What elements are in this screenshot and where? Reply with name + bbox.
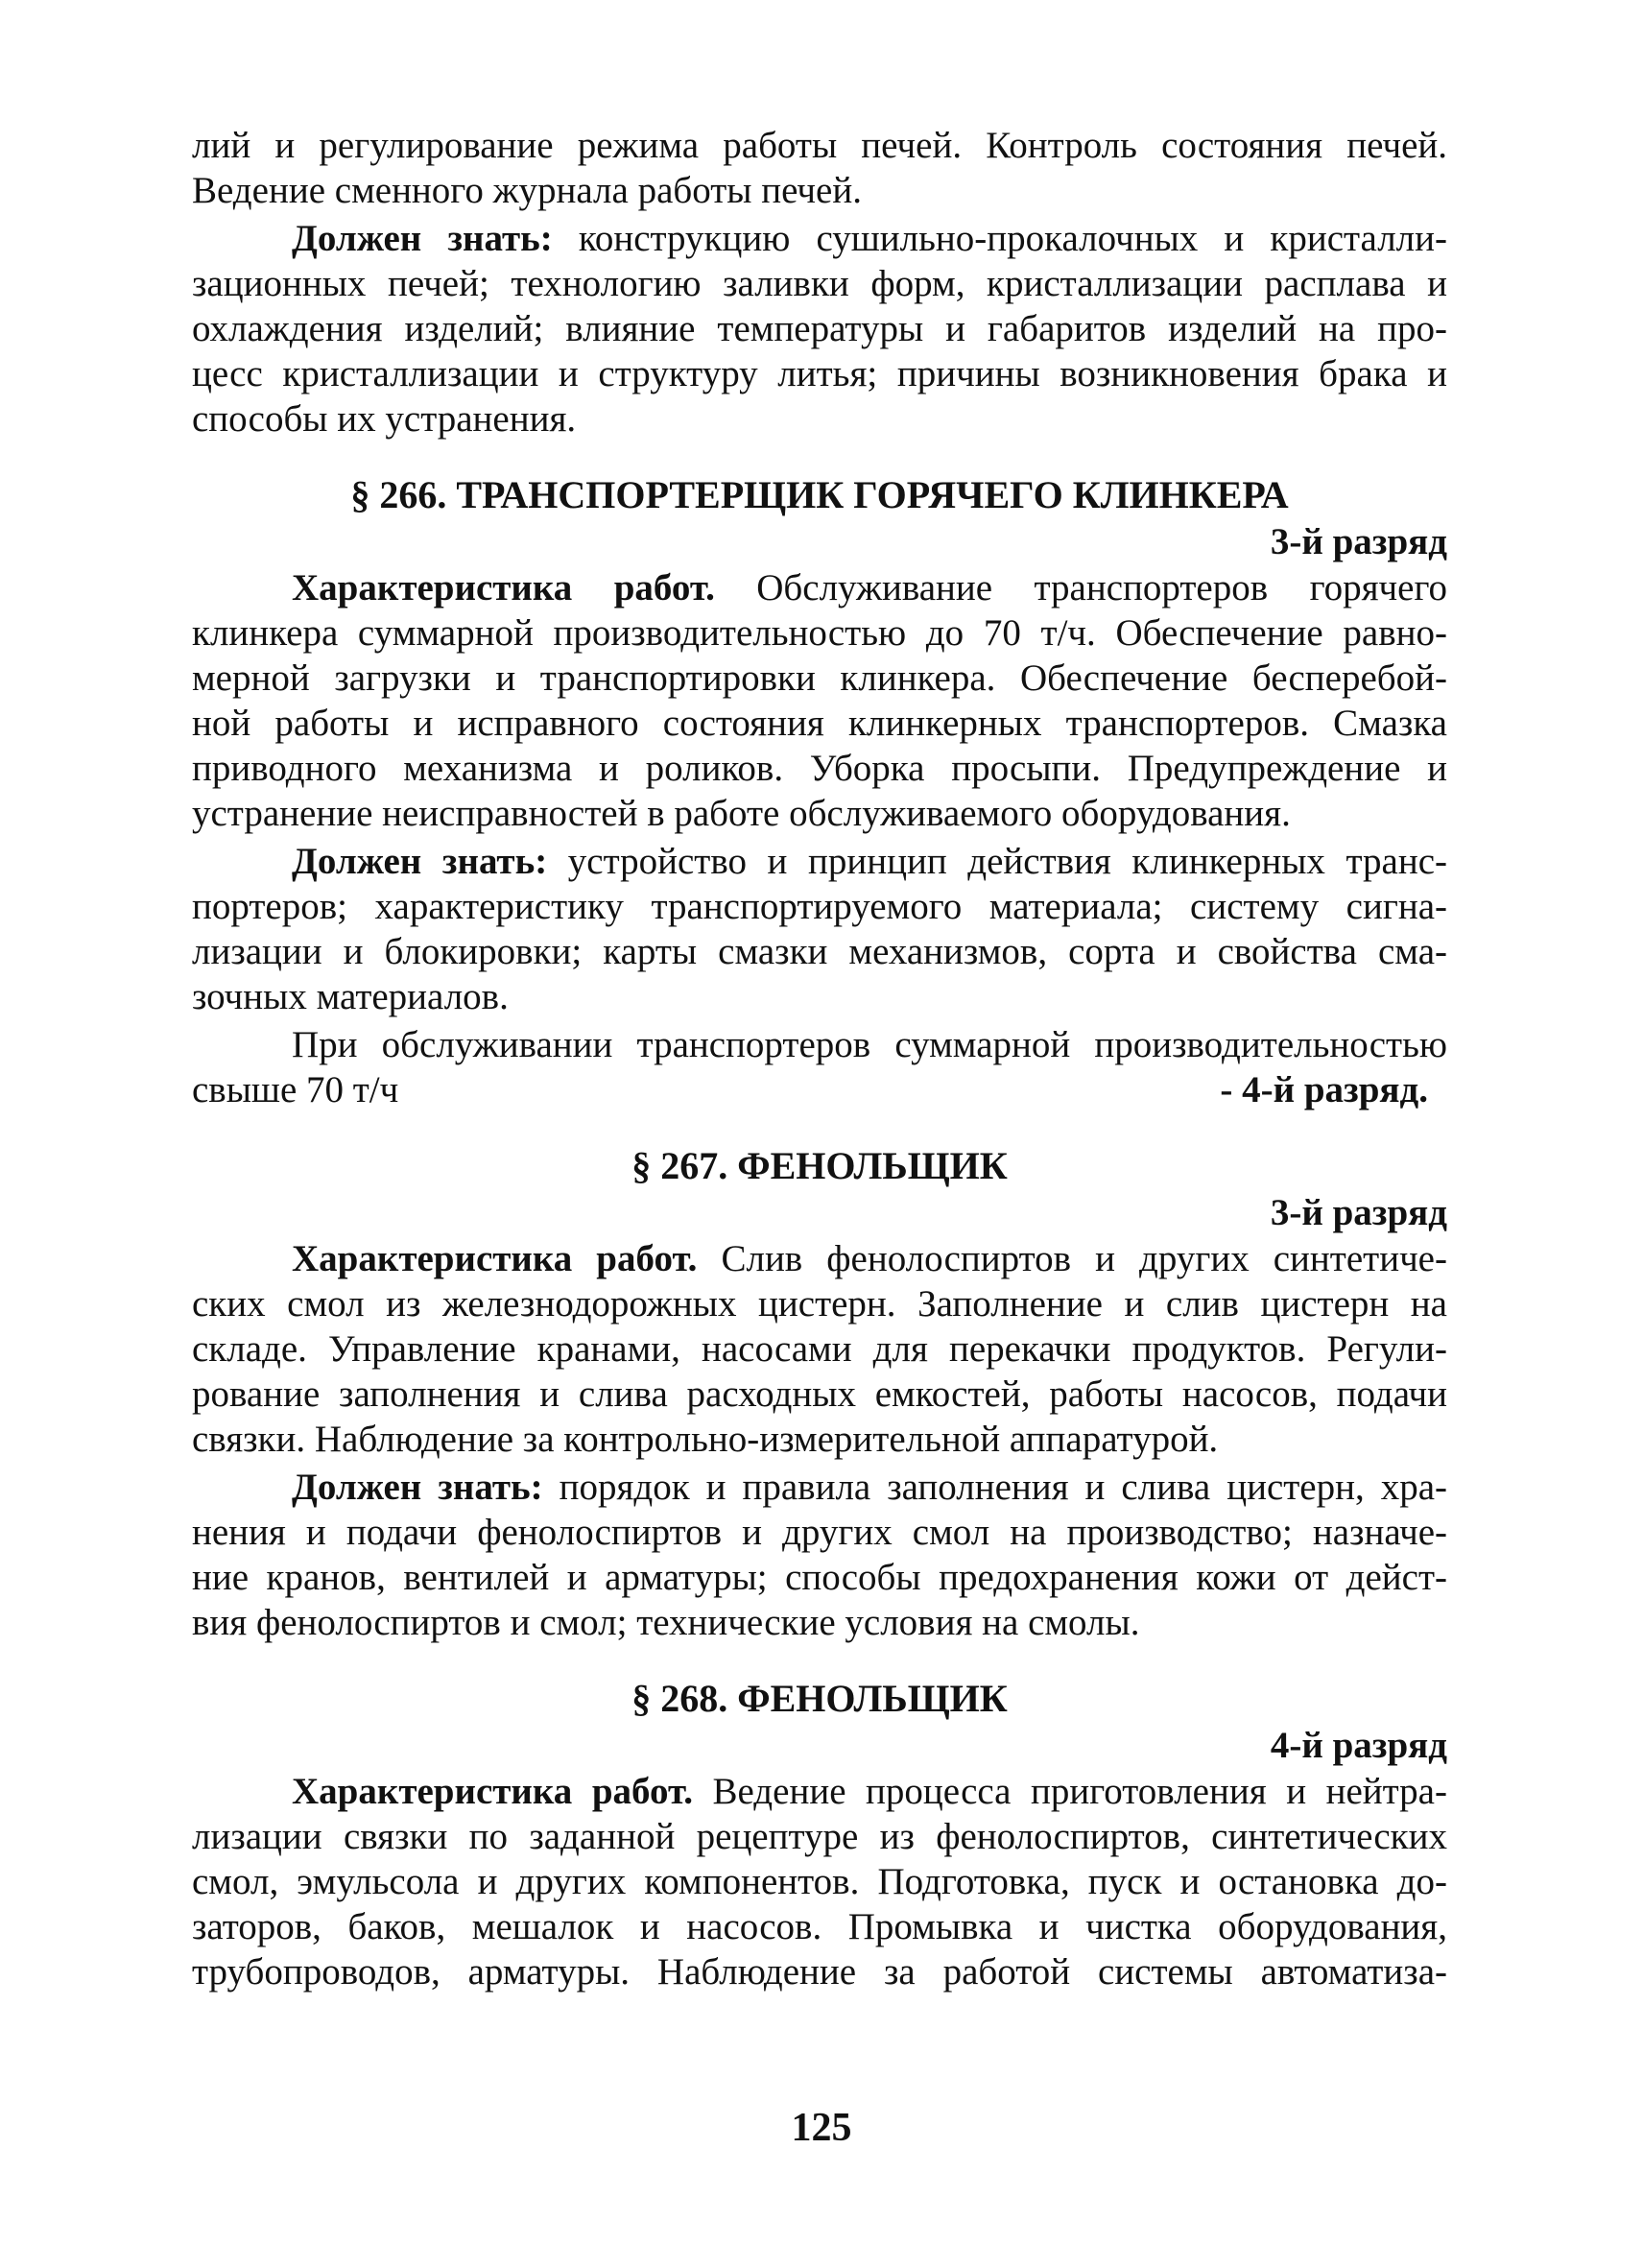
text-fragment: Слив фенолоспиртов и других синтетиче-: [697, 1238, 1447, 1279]
s267-char-paragraph: [192, 1236, 1447, 1462]
page-content: [192, 123, 1447, 1997]
text-line: [192, 1769, 1447, 1814]
text-line: способы их устранения.: [192, 398, 577, 440]
text-fragment: Ведение процесса приготовления и нейтра-: [692, 1771, 1447, 1812]
text-line: устранение неисправностей в работе обслуживаемого оборудования.: [192, 793, 1291, 834]
note-grade: - 4-й разряд.: [1220, 1069, 1428, 1110]
text-line: нения и подачи фенолоспиртов и других смол на производство; назначе-: [192, 1512, 1447, 1553]
text-line: [192, 216, 1447, 261]
text-line: смол, эмульсола и других компонентов. Подготовка, пуск и остановка до-: [192, 1861, 1447, 1902]
text-line: [192, 1465, 1447, 1510]
note-left: свыше 70 т/ч: [192, 1069, 399, 1110]
text-line: [192, 839, 1447, 884]
page-number: 125: [791, 2106, 852, 2150]
text-line: мерной загрузки и транспортировки клинкера. Обеспечение бесперебой-: [192, 657, 1447, 699]
text-line: приводного механизма и роликов. Уборка просыпи. Предупреждение и: [192, 748, 1447, 789]
text-line: Ведение сменного журнала работы печей.: [192, 170, 862, 211]
znat-label: Должен знать:: [292, 841, 548, 882]
text-fragment: порядок и правила заполнения и слива цистерн, хра-: [542, 1467, 1447, 1508]
grade-label-268: 4-й разряд: [1270, 1725, 1447, 1766]
s268-char-paragraph: [192, 1769, 1447, 1994]
text-line: ной работы и исправного состояния клинкерных транспортеров. Смазка: [192, 703, 1447, 744]
text-line: При обслуживании транспортеров суммарной производительностью: [292, 1024, 1447, 1065]
grade-label-267: 3-й разряд: [1270, 1192, 1447, 1233]
text-line: рование заполнения и слива расходных емкостей, работы насосов, подачи: [192, 1373, 1447, 1415]
grade-label-266: 3-й разряд: [1270, 521, 1447, 562]
section-title-267: § 267. ФЕНОЛЬЩИК: [631, 1144, 1008, 1187]
s266-char-paragraph: [192, 565, 1447, 836]
text-line: лизации и блокировки; карты смазки механизмов, сорта и свойства сма-: [192, 931, 1447, 972]
s267-znat-paragraph: [192, 1465, 1447, 1645]
znat-label: Должен знать:: [292, 1467, 543, 1508]
text-line: лий и регулирование режима работы печей. Контроль состояния печей.: [192, 125, 1447, 166]
text-fragment: конструкцию сушильно-прокалочных и кристалли-: [552, 218, 1447, 259]
text-line: связки. Наблюдение за контрольно-измерительной аппаратурой.: [192, 1419, 1219, 1460]
section-title-268: § 268. ФЕНОЛЬЩИК: [631, 1677, 1008, 1720]
char-label: Характеристика работ.: [292, 1771, 693, 1812]
char-label: Характеристика работ.: [292, 1238, 698, 1279]
text-line: складе. Управление кранами, насосами для перекачки продуктов. Регули-: [192, 1328, 1447, 1370]
intro-znat-paragraph: [192, 216, 1447, 442]
text-line: цесс кристаллизации и структуру литья; причины возникновения брака и: [192, 353, 1447, 394]
text-line: зационных печей; технологию заливки форм, кристаллизации расплава и: [192, 263, 1447, 304]
text-line: портеров; характеристику транспортируемого материала; систему сигна-: [192, 886, 1447, 927]
text-line: вия фенолоспиртов и смол; технические условия на смолы.: [192, 1602, 1140, 1643]
text-line: ние кранов, вентилей и арматуры; способы предохранения кожи от дейст-: [192, 1557, 1447, 1598]
text-line: [192, 1236, 1447, 1281]
text-line: трубопроводов, арматуры. Наблюдение за работой системы автоматиза-: [192, 1951, 1447, 1993]
znat-label: Должен знать:: [292, 218, 553, 259]
note-line-split: [192, 1067, 1447, 1112]
text-line: зочных материалов.: [192, 976, 509, 1017]
s266-znat-paragraph: [192, 839, 1447, 1019]
text-line: охлаждения изделий; влияние температуры и габаритов изделий на про-: [192, 308, 1447, 349]
text-line: клинкера суммарной производительностью до 70 т/ч. Обеспечение равно-: [192, 612, 1447, 654]
text-line: ских смол из железнодорожных цистерн. Заполнение и слив цистерн на: [192, 1283, 1447, 1325]
text-fragment: устройство и принцип действия клинкерных транс-: [547, 841, 1447, 882]
section-title-266: § 266. ТРАНСПОРТЕРЩИК ГОРЯЧЕГО КЛИНКЕРА: [350, 473, 1289, 516]
text-line: лизации связки по заданной рецептуре из фенолоспиртов, синтетических: [192, 1816, 1447, 1857]
s266-note: [192, 1022, 1447, 1112]
text-fragment: Обслуживание транспортеров горячего: [714, 567, 1447, 609]
char-label: Характеристика работ.: [292, 567, 715, 609]
text-line: [192, 565, 1447, 610]
text-line: заторов, баков, мешалок и насосов. Промывка и чистка оборудования,: [192, 1906, 1447, 1947]
intro-paragraph: [192, 123, 1447, 213]
